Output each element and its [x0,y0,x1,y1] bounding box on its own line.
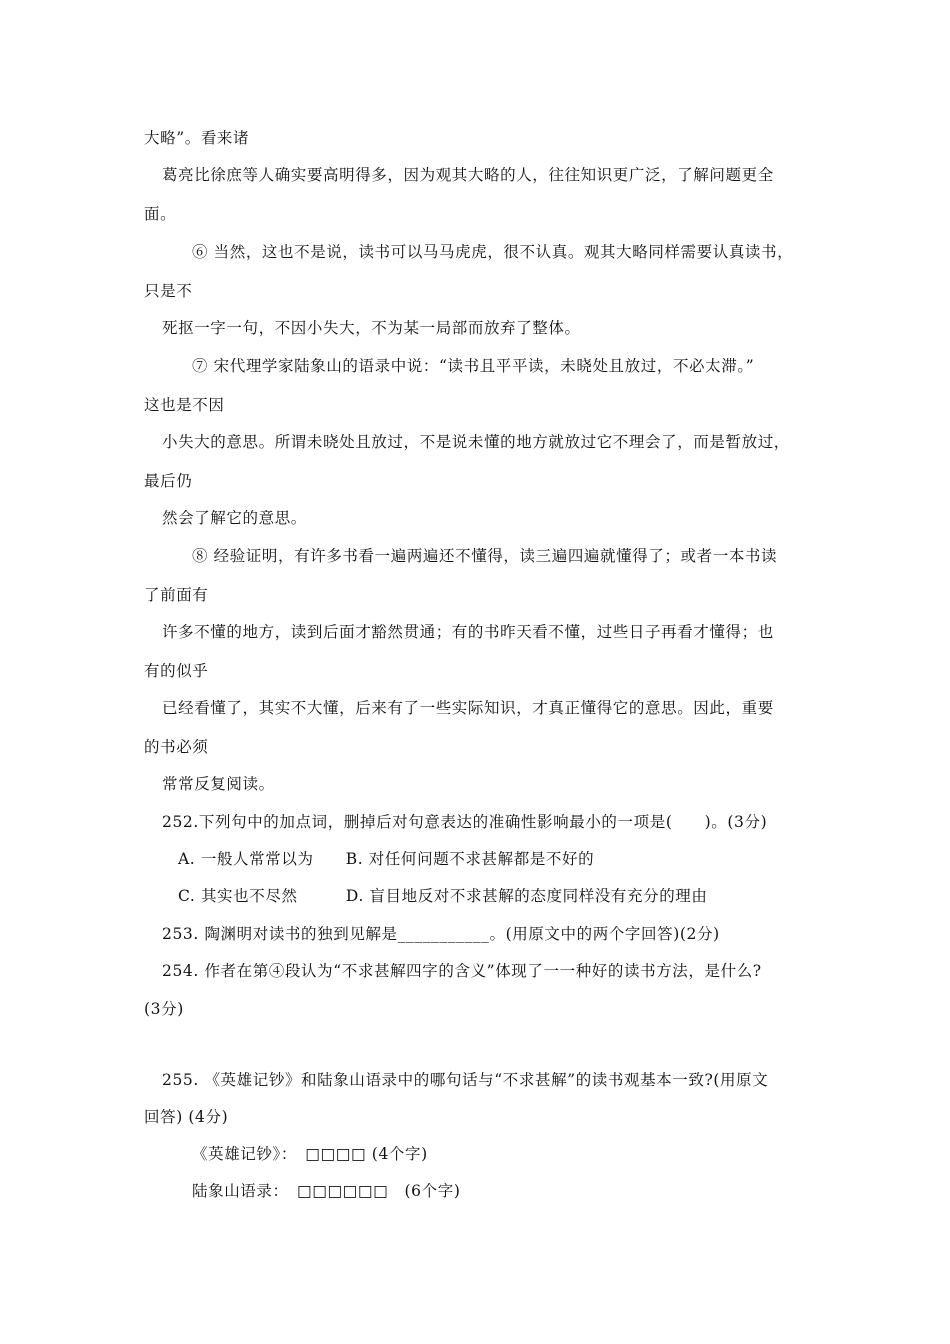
text-line: 的书必须 [144,738,209,756]
text-line: 常常反复阅读。 [162,775,275,793]
text-line: 死抠一字一句，不因小失大，不为某一局部而放弃了整体。 [162,319,581,337]
answer-slot-yingxiong-jichao: 《英雄记钞》： □□□□ (4个字) [192,1145,428,1163]
question-253: 253. 陶渊明对读书的独到见解是___________。(用原文中的两个字回答)(2分) [162,925,720,943]
text-line: 小失大的意思。所谓未晓处且放过，不是说未懂的地方就放过它不理会了，而是暂放过， [162,433,790,451]
question-254-points: (3分) [144,1000,184,1018]
paragraph-8-start: ⑧ 经验证明，有许多书看一遍两遍还不懂得，读三遍四遍就懂得了；或者一本书读 [192,547,778,565]
text-line: 葛亮比徐庶等人确实要高明得多，因为观其大略的人，往往知识更广泛，了解问题更全 [162,166,774,184]
question-255-points: 回答) (4分) [144,1108,229,1126]
question-252: 252.下列句中的加点词，删掉后对句意表达的准确性影响最小的一项是( )。(3分) [162,813,768,831]
question-252-options-cd: C. 其实也不尽然 D. 盲目地反对不求甚解的态度同样没有充分的理由 [178,887,708,905]
text-line: 最后仍 [144,472,193,490]
text-line: 了前面有 [144,586,209,604]
answer-slot-lu-xiangshan: 陆象山语录： □□□□□□ (6个字) [192,1182,461,1200]
paragraph-7-start: ⑦ 宋代理学家陆象山的语录中说：“读书且平平读，未晓处且放过，不必太滞。” [192,357,755,375]
text-line: 许多不懂的地方，读到后面才豁然贯通；有的书昨天看不懂，过些日子再看才懂得；也 [162,623,774,641]
text-line: 面。 [144,205,177,223]
text-line: 有的似乎 [144,662,209,680]
question-254: 254. 作者在第④段认为“不求甚解四字的含义”体现了一一种好的读书方法，是什么? [162,962,762,980]
text-line: 这也是不因 [144,396,225,414]
text-line: 大略”。看来诸 [144,129,250,147]
paragraph-6-start: ⑥ 当然，这也不是说，读书可以马马虎虎，很不认真。观其大略同样需要认真读书， [192,243,794,261]
text-line: 然会了解它的意思。 [162,509,307,527]
text-line: 已经看懂了，其实不大懂，后来有了一些实际知识，才真正懂得它的意思。因此，重要 [162,699,774,717]
question-252-options-ab: A. 一般人常常以为 B. 对任何问题不求甚解都是不好的 [178,850,595,868]
question-255: 255. 《英雄记钞》和陆象山语录中的哪句话与“不求甚解”的读书观基本一致?(用原文 [162,1071,769,1089]
text-line: 只是不 [144,282,193,300]
